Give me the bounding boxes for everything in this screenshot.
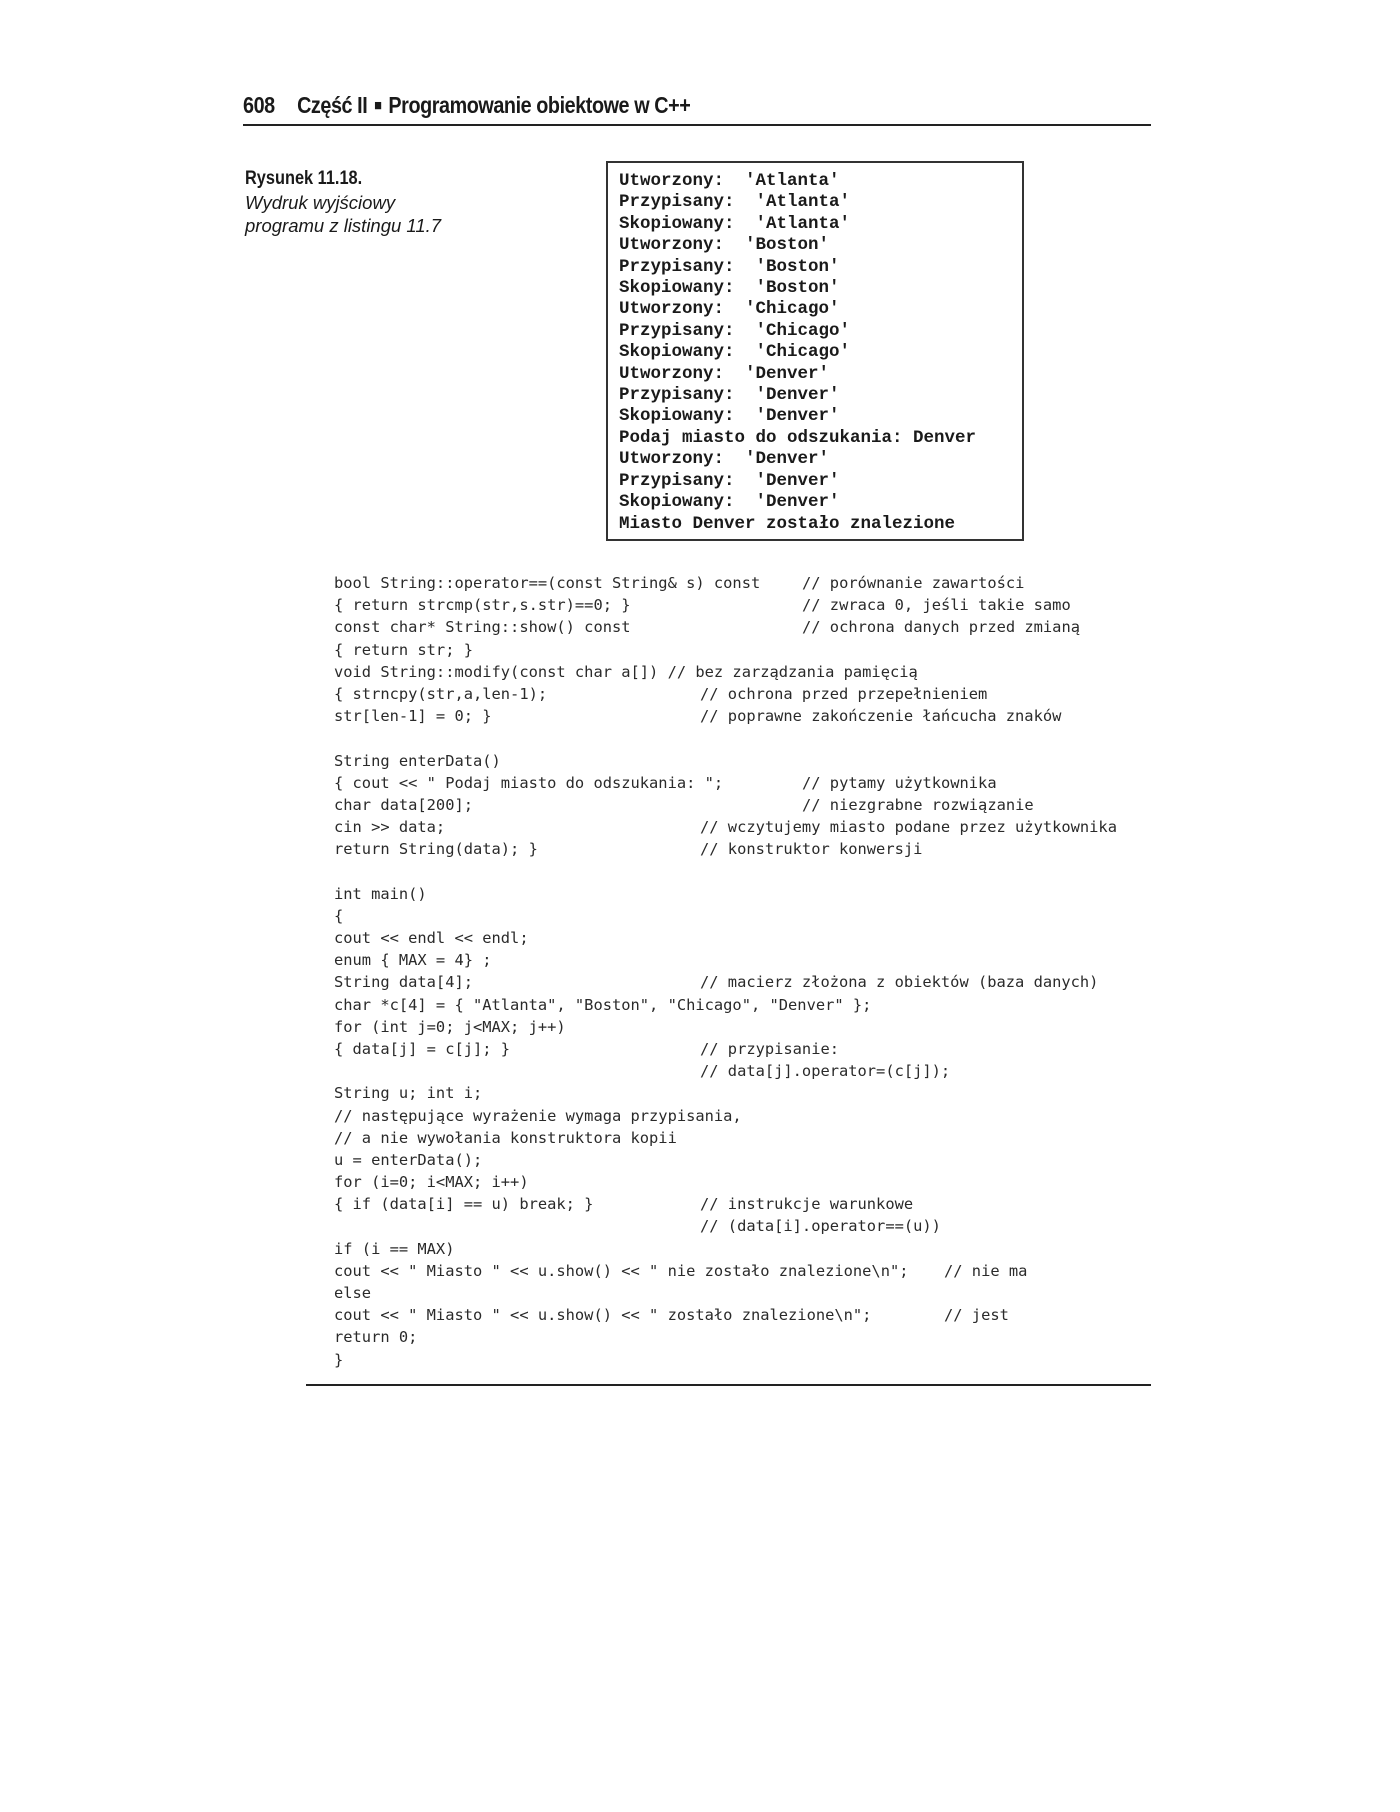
output-line: Skopiowany: 'Atlanta' bbox=[619, 213, 851, 234]
output-line: Miasto Denver zostało znalezione bbox=[619, 513, 956, 534]
code-line bbox=[334, 1282, 918, 1304]
code-text: bool String::operator==(const String& s) const bbox=[334, 574, 761, 592]
code-comment: // ochrona danych przed zmianą bbox=[802, 618, 1080, 637]
code-line bbox=[334, 905, 918, 927]
code-line bbox=[334, 816, 1117, 838]
code-text: if (i == MAX) bbox=[334, 1239, 455, 1258]
code-line bbox=[334, 772, 997, 794]
output-line: Skopiowany: 'Boston' bbox=[619, 278, 840, 299]
code-comment: // (data[i].operator==(u)) bbox=[700, 1217, 941, 1236]
code-line bbox=[334, 727, 918, 749]
code-line bbox=[334, 639, 918, 661]
code-comment: // poprawne zakończenie łańcucha znaków bbox=[700, 707, 1062, 726]
code-text: for (i=0; i<MAX; i++) bbox=[334, 1173, 529, 1192]
code-comment: // wczytujemy miasto podane przez użytkownika bbox=[700, 818, 1117, 837]
figure-label: Rysunek 11.18. bbox=[245, 168, 363, 189]
output-line: Przypisany: 'Chicago' bbox=[619, 320, 851, 341]
figure-description-line: Wydruk wyjściowy bbox=[245, 192, 396, 213]
header-rule bbox=[243, 124, 1151, 126]
output-line: Podaj miasto do odszukania: Denver bbox=[619, 427, 977, 448]
code-line bbox=[334, 860, 918, 882]
output-line: Skopiowany: 'Denver' bbox=[619, 492, 840, 513]
code-text: { cout << " Podaj miasto do odszukania: "; bbox=[334, 773, 724, 792]
code-line bbox=[334, 927, 918, 949]
code-text: { strncpy(str,a,len-1); bbox=[334, 684, 548, 703]
code-line bbox=[334, 1171, 918, 1193]
code-comment: // macierz złożona z obiektów (baza danych) bbox=[700, 973, 1099, 992]
code-line bbox=[334, 661, 918, 683]
code-text: // a nie wywołania konstruktora kopii bbox=[334, 1128, 677, 1147]
output-line: Przypisany: 'Atlanta' bbox=[619, 192, 851, 213]
code-text: { bbox=[334, 906, 344, 925]
code-text: for (int j=0; j<MAX; j++) bbox=[334, 1017, 566, 1036]
output-line: Przypisany: 'Denver' bbox=[619, 470, 840, 491]
code-line bbox=[334, 1149, 918, 1171]
code-comment: // jest bbox=[944, 1306, 1009, 1325]
output-line: Skopiowany: 'Denver' bbox=[619, 406, 840, 427]
code-comment: // niezgrabne rozwiązanie bbox=[802, 795, 1034, 814]
code-text: cout << " Miasto " << u.show() << " nie zostało znalezione\n"; bbox=[334, 1261, 909, 1280]
page-number: 608 bbox=[243, 92, 275, 118]
code-text: str[len-1] = 0; } bbox=[334, 707, 492, 726]
listing-bottom-rule bbox=[306, 1384, 1151, 1386]
code-text: // następujące wyrażenie wymaga przypisania, bbox=[334, 1106, 742, 1125]
code-line bbox=[334, 1193, 918, 1215]
output-line: Utworzony: 'Chicago' bbox=[619, 299, 840, 320]
code-comment: // pytamy użytkownika bbox=[802, 773, 997, 792]
program-output-box bbox=[606, 161, 1024, 541]
code-text: String enterData() bbox=[334, 751, 501, 770]
code-line bbox=[334, 705, 1062, 727]
output-line: Utworzony: 'Atlanta' bbox=[619, 171, 840, 191]
code-comment: // instrukcje warunkowe bbox=[700, 1195, 914, 1214]
output-line: Przypisany: 'Boston' bbox=[619, 256, 840, 277]
code-line bbox=[334, 994, 918, 1016]
code-comment: // ochrona przed przepełnieniem bbox=[700, 684, 988, 703]
code-text: } bbox=[334, 1350, 344, 1369]
code-line bbox=[334, 1082, 918, 1104]
code-line bbox=[334, 1304, 1009, 1326]
code-text: void String::modify(const char a[]) // bez zarządzania pamięcią bbox=[334, 662, 918, 681]
part-label: Część II bbox=[297, 92, 368, 118]
code-line bbox=[334, 883, 918, 905]
code-text: String u; int i; bbox=[334, 1084, 483, 1103]
code-line bbox=[334, 1105, 918, 1127]
code-text: return String(data); } bbox=[334, 840, 538, 859]
code-text: int main() bbox=[334, 884, 427, 903]
separator-square-icon: ■ bbox=[374, 97, 382, 114]
code-line bbox=[334, 794, 1034, 816]
code-comment: // data[j].operator=(c[j]); bbox=[700, 1062, 951, 1081]
figure-caption bbox=[245, 167, 545, 237]
figure-description-line: programu z listingu 11.7 bbox=[245, 215, 442, 236]
code-line bbox=[334, 572, 1025, 594]
code-line bbox=[334, 838, 923, 860]
code-text: char *c[4] = { "Atlanta", "Boston", "Chicago", "Denver" }; bbox=[334, 995, 872, 1014]
code-comment: // porównanie zawartości bbox=[802, 574, 1025, 592]
code-line bbox=[334, 1326, 918, 1348]
chapter-title: Programowanie obiektowe w C++ bbox=[388, 92, 691, 118]
code-line bbox=[334, 750, 918, 772]
code-listing bbox=[334, 572, 1117, 1371]
code-line bbox=[334, 1349, 918, 1371]
code-text: cout << " Miasto " << u.show() << " zostało znalezione\n"; bbox=[334, 1306, 872, 1325]
code-text: u = enterData(); bbox=[334, 1150, 483, 1169]
code-line bbox=[334, 949, 918, 971]
code-text: else bbox=[334, 1284, 372, 1302]
output-line: Utworzony: 'Boston' bbox=[619, 235, 830, 256]
code-line bbox=[334, 971, 1099, 993]
output-line: Przypisany: 'Denver' bbox=[619, 385, 840, 406]
code-line bbox=[334, 1016, 918, 1038]
code-comment: // zwraca 0, jeśli takie samo bbox=[802, 596, 1071, 615]
code-text: String data[4]; bbox=[334, 973, 473, 992]
output-line: Utworzony: 'Denver' bbox=[619, 363, 830, 384]
code-text: { return strcmp(str,s.str)==0; } bbox=[334, 596, 631, 615]
code-line bbox=[334, 1127, 918, 1149]
code-text: { if (data[i] == u) break; } bbox=[334, 1195, 594, 1214]
code-comment: // konstruktor konwersji bbox=[700, 840, 923, 859]
code-text: { data[j] = c[j]; } bbox=[334, 1039, 511, 1058]
code-line bbox=[334, 1215, 941, 1237]
code-text: enum { MAX = 4} ; bbox=[334, 951, 492, 970]
output-line: Skopiowany: 'Chicago' bbox=[619, 342, 851, 363]
code-line bbox=[334, 594, 1071, 616]
code-text: const char* String::show() const bbox=[334, 618, 631, 637]
code-comment: // nie ma bbox=[944, 1261, 1028, 1280]
code-line bbox=[334, 1060, 951, 1082]
code-text: cout << endl << endl; bbox=[334, 929, 529, 947]
code-line bbox=[334, 1260, 1028, 1282]
code-line bbox=[334, 683, 988, 705]
code-line bbox=[334, 616, 1080, 638]
code-comment: // przypisanie: bbox=[700, 1039, 839, 1058]
code-text: { return str; } bbox=[334, 640, 473, 659]
code-line bbox=[334, 1038, 918, 1060]
code-text: cin >> data; bbox=[334, 818, 446, 837]
code-text: char data[200]; bbox=[334, 795, 473, 814]
code-text: return 0; bbox=[334, 1328, 418, 1347]
code-line bbox=[334, 1238, 918, 1260]
output-line: Utworzony: 'Denver' bbox=[619, 449, 830, 470]
page-header bbox=[243, 92, 1024, 119]
